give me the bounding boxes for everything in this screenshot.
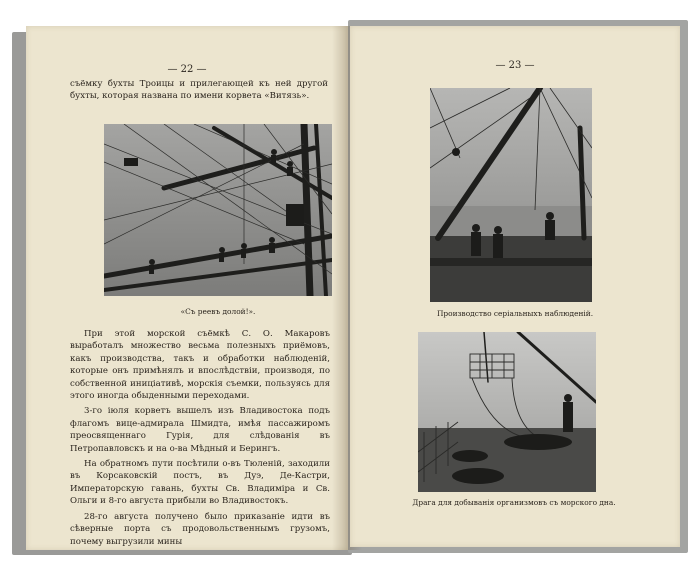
left-page-number: — 22 —: [167, 64, 207, 75]
left-paragraph: При этой морской съёмкѣ С. О. Макаровъ выработалъ множество весьма полезныхъ приёмовъ, какъ производства, такъ и обработки наблюденій, которые онъ примѣнялъ и впослѣдствіи, производя, по собственной иниціативѣ, морскія съемки, пользуясь для этого иногда обыденными переходами.: [70, 329, 330, 402]
right-page: [350, 26, 680, 547]
photo-dredge: [418, 332, 596, 492]
photo-rigging: [104, 124, 332, 296]
photo-observations-image: [430, 88, 592, 302]
left-top-paragraph: съёмку бухты Троицы и прилегающей къ ней другой бухты, которая названа по имени корвета «Витязь».: [70, 79, 328, 102]
photo-rigging-caption: «Съ реевъ долой!».: [180, 307, 256, 316]
left-top-text: [70, 78, 328, 106]
left-body-text: [70, 328, 330, 551]
photo-observations: [430, 88, 592, 302]
right-page-number: — 23 —: [495, 60, 535, 71]
photo-dredge-caption: Драга для добыванія организмовъ съ морского дна.: [412, 498, 616, 507]
photo-dredge-image: [418, 332, 596, 492]
photo-rigging-image: [104, 124, 332, 296]
left-paragraph: 28-го августа получено было приказаніе идти въ сѣверные порта съ продовольственнымъ грузомъ, почему выгрузили мины: [70, 511, 330, 547]
left-paragraph: На обратномъ пути посѣтили о-въ Тюленій, заходили въ Корсаковскій постъ, въ Дуэ, Де-Кастри, Императорскую гавань, бухты Св. Владиміра и Св. Ольги и 8-го августа прибыли во Владивостокъ.: [70, 459, 330, 507]
left-paragraph: 3-го іюля корветъ вышелъ изъ Владивостока подъ флагомъ вице-адмирала Шмидта, имѣя пассажиромъ преосвященнаго Гурія, для слѣдованія въ Петропавловскъ и на о-ва Мѣдный и Берингъ.: [70, 406, 330, 454]
photo-observations-caption: Производство серіальныхъ наблюденій.: [436, 309, 594, 318]
open-book: [12, 20, 688, 555]
left-page: [26, 26, 348, 550]
